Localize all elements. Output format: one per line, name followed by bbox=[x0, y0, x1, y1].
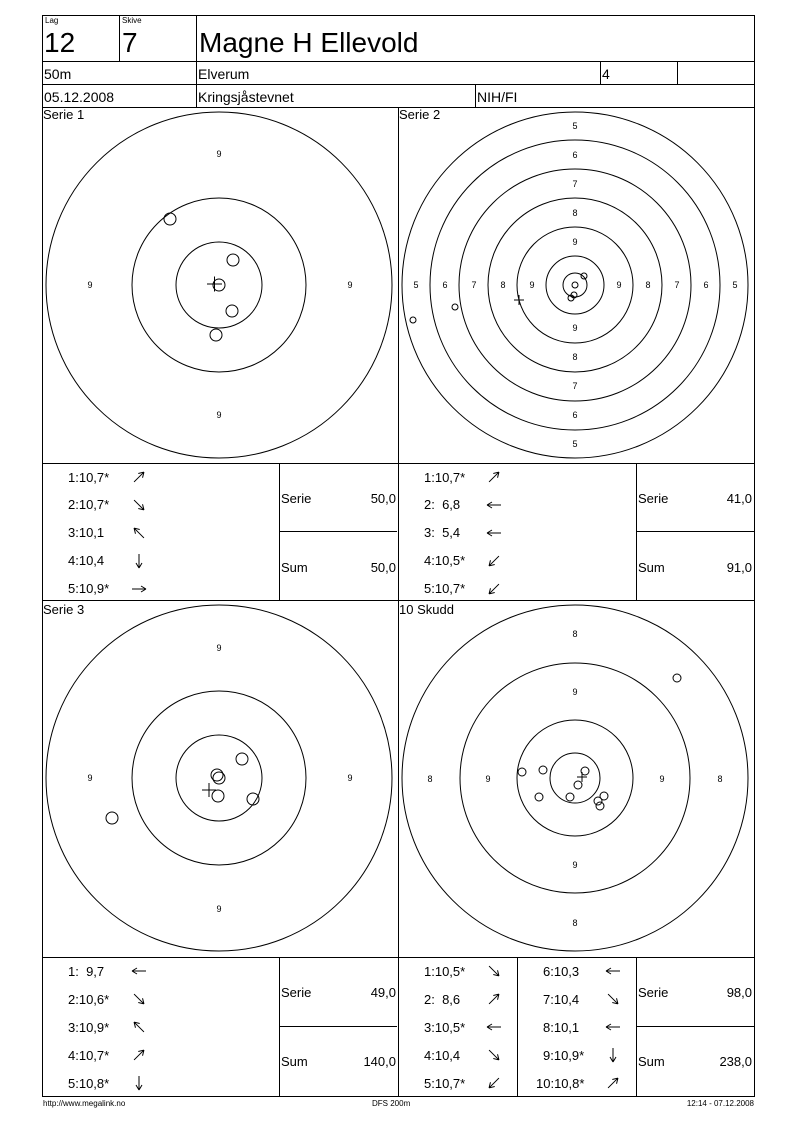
shot-hole bbox=[211, 769, 223, 781]
shot-value: 5:10,7* bbox=[424, 581, 466, 596]
shot-hole bbox=[164, 213, 176, 225]
center-mark bbox=[514, 295, 524, 305]
lag-label: Lag bbox=[45, 16, 59, 25]
ring-label: 9 bbox=[572, 860, 578, 870]
ring-label: 8 bbox=[717, 774, 723, 784]
target-10-skudd bbox=[398, 600, 754, 957]
ring-label: 5 bbox=[732, 280, 738, 290]
ring-label: 7 bbox=[572, 179, 578, 189]
panel-title-10-skudd: 10 Skudd bbox=[399, 602, 454, 617]
sum-total: 238,0 bbox=[719, 1054, 752, 1069]
serie-label: Serie bbox=[638, 491, 669, 506]
direction-arrow-icon bbox=[131, 525, 147, 541]
sum-total: 50,0 bbox=[370, 560, 396, 575]
shot-hole bbox=[226, 305, 238, 317]
ring-label: 6 bbox=[572, 410, 578, 420]
shot-value: 5:10,8* bbox=[68, 1076, 110, 1091]
lag-value: 12 bbox=[44, 27, 76, 58]
shot-value: 1: 9,7 bbox=[68, 964, 105, 979]
ring-label: 8 bbox=[500, 280, 506, 290]
panel-title-serie-1: Serie 1 bbox=[43, 107, 85, 122]
panel-title-serie-3: Serie 3 bbox=[43, 602, 85, 617]
shot-hole bbox=[410, 317, 416, 323]
direction-arrow-icon bbox=[131, 553, 147, 569]
panel-title-serie-2: Serie 2 bbox=[399, 107, 441, 122]
ring-label: 7 bbox=[572, 381, 578, 391]
ring-label: 8 bbox=[572, 918, 578, 928]
direction-arrow-icon bbox=[131, 1075, 147, 1091]
sum-label: Sum bbox=[281, 1054, 308, 1069]
sum-total: 140,0 bbox=[363, 1054, 396, 1069]
ring-label: 9 bbox=[347, 280, 353, 290]
footer-timestamp: 12:14 - 07.12.2008 bbox=[686, 1099, 754, 1108]
ring-label: 9 bbox=[572, 237, 578, 247]
shot-hole bbox=[539, 766, 547, 774]
shot-value: 3:10,5* bbox=[424, 1020, 466, 1035]
direction-arrow-icon bbox=[486, 581, 502, 597]
ring-label: 5 bbox=[572, 439, 578, 449]
shot-value: 3:10,9* bbox=[68, 1020, 110, 1035]
footer-link[interactable]: http://www.megalink.no bbox=[43, 1099, 126, 1108]
distance: 50m bbox=[44, 66, 72, 82]
shot-hole bbox=[236, 753, 248, 765]
shot-value: 2:10,6* bbox=[68, 992, 110, 1007]
serie-total: 49,0 bbox=[370, 985, 396, 1000]
ring-label: 7 bbox=[674, 280, 680, 290]
shot-value: 5:10,7* bbox=[424, 1076, 466, 1091]
ring-label: 9 bbox=[529, 280, 535, 290]
direction-arrow-icon bbox=[486, 1019, 502, 1035]
sum-label: Sum bbox=[281, 560, 308, 575]
shot-value: 2: 8,6 bbox=[424, 992, 461, 1007]
shot-value: 8:10,1 bbox=[543, 1020, 580, 1035]
shot-hole bbox=[247, 793, 259, 805]
shot-hole bbox=[596, 802, 604, 810]
shot-hole bbox=[212, 790, 224, 802]
sum-label: Sum bbox=[638, 560, 665, 575]
shot-value: 2: 6,8 bbox=[424, 497, 461, 512]
sum-label: Sum bbox=[638, 1054, 665, 1069]
ring-label: 5 bbox=[572, 121, 578, 131]
shot-value: 4:10,7* bbox=[68, 1048, 110, 1063]
shot-hole bbox=[581, 273, 587, 279]
direction-arrow-icon bbox=[486, 991, 502, 1007]
shot-value: 6:10,3 bbox=[543, 964, 580, 979]
ring-label: 9 bbox=[87, 773, 93, 783]
ring-label: 9 bbox=[485, 774, 491, 784]
shot-hole bbox=[566, 793, 574, 801]
direction-arrow-icon bbox=[131, 991, 147, 1007]
serie-label: Serie bbox=[281, 985, 312, 1000]
shot-value: 9:10,9* bbox=[543, 1048, 585, 1063]
direction-arrow-icon bbox=[486, 1075, 502, 1091]
place: Elverum bbox=[198, 66, 250, 82]
skive-label: Skive bbox=[122, 16, 142, 25]
shot-hole bbox=[210, 329, 222, 341]
ring-label: 9 bbox=[347, 773, 353, 783]
ring-label: 9 bbox=[216, 410, 222, 420]
direction-arrow-icon bbox=[131, 1047, 147, 1063]
serie-total: 41,0 bbox=[726, 491, 752, 506]
shot-value: 3: 5,4 bbox=[424, 525, 461, 540]
shooter-name: Magne H Ellevold bbox=[199, 27, 419, 58]
direction-arrow-icon bbox=[486, 497, 502, 513]
ring-label: 9 bbox=[87, 280, 93, 290]
direction-arrow-icon bbox=[131, 497, 147, 513]
ring-label: 6 bbox=[703, 280, 709, 290]
ring-label: 8 bbox=[572, 629, 578, 639]
direction-arrow-icon bbox=[605, 963, 621, 979]
ring-label: 7 bbox=[471, 280, 477, 290]
shot-value: 5:10,9* bbox=[68, 581, 110, 596]
direction-arrow-icon bbox=[131, 1019, 147, 1035]
center-mark bbox=[577, 772, 587, 782]
ring-label: 9 bbox=[216, 904, 222, 914]
ring-label: 9 bbox=[616, 280, 622, 290]
footer-target-type: DFS 200m bbox=[372, 1099, 411, 1108]
direction-arrow-icon bbox=[605, 1075, 621, 1091]
direction-arrow-icon bbox=[605, 991, 621, 1007]
shot-hole bbox=[518, 768, 526, 776]
ring-label: 8 bbox=[572, 352, 578, 362]
direction-arrow-icon bbox=[605, 1047, 621, 1063]
club: NIH/FI bbox=[477, 89, 518, 105]
shot-hole bbox=[452, 304, 458, 310]
ring-label: 8 bbox=[572, 208, 578, 218]
ring-label: 5 bbox=[413, 280, 419, 290]
ring-label: 6 bbox=[572, 150, 578, 160]
shot-value: 4:10,4 bbox=[424, 1048, 461, 1063]
shot-hole bbox=[673, 674, 681, 682]
center-mark bbox=[202, 783, 216, 797]
ring-label: 8 bbox=[645, 280, 651, 290]
skive-value: 7 bbox=[122, 27, 138, 58]
field-4: 4 bbox=[602, 66, 610, 82]
ring-label: 8 bbox=[427, 774, 433, 784]
shot-value: 1:10,5* bbox=[424, 964, 466, 979]
serie-label: Serie bbox=[638, 985, 669, 1000]
event-name: Kringsjåstevnet bbox=[198, 89, 294, 105]
sum-total: 91,0 bbox=[726, 560, 752, 575]
shot-value: 7:10,4 bbox=[543, 992, 580, 1007]
direction-arrow-icon bbox=[486, 1047, 502, 1063]
ring-label: 9 bbox=[572, 687, 578, 697]
serie-total: 98,0 bbox=[726, 985, 752, 1000]
direction-arrow-icon bbox=[486, 963, 502, 979]
direction-arrow-icon bbox=[486, 553, 502, 569]
serie-total: 50,0 bbox=[370, 491, 396, 506]
shot-value: 4:10,4 bbox=[68, 553, 105, 568]
direction-arrow-icon bbox=[131, 963, 147, 979]
shot-value: 1:10,7* bbox=[424, 470, 466, 485]
shot-value: 10:10,8* bbox=[536, 1076, 585, 1091]
shot-hole bbox=[600, 792, 608, 800]
serie-label: Serie bbox=[281, 491, 312, 506]
shot-value: 3:10,1 bbox=[68, 525, 105, 540]
direction-arrow-icon bbox=[605, 1019, 621, 1035]
direction-arrow-icon bbox=[486, 469, 502, 485]
ring-label: 9 bbox=[216, 149, 222, 159]
ring-label: 9 bbox=[659, 774, 665, 784]
direction-arrow-icon bbox=[486, 525, 502, 541]
shot-value: 1:10,7* bbox=[68, 470, 110, 485]
ring-label: 9 bbox=[572, 323, 578, 333]
direction-arrow-icon bbox=[131, 469, 147, 485]
shot-hole bbox=[106, 812, 118, 824]
shot-hole bbox=[535, 793, 543, 801]
shot-value: 4:10,5* bbox=[424, 553, 466, 568]
target-serie-2 bbox=[398, 107, 754, 463]
date: 05.12.2008 bbox=[44, 89, 115, 105]
target-serie-1 bbox=[42, 107, 398, 463]
shot-value: 2:10,7* bbox=[68, 497, 110, 512]
target-serie-3 bbox=[42, 600, 398, 957]
ring-label: 9 bbox=[216, 643, 222, 653]
shot-hole bbox=[227, 254, 239, 266]
shot-hole bbox=[574, 781, 582, 789]
direction-arrow-icon bbox=[131, 581, 147, 597]
ring-label: 6 bbox=[442, 280, 448, 290]
